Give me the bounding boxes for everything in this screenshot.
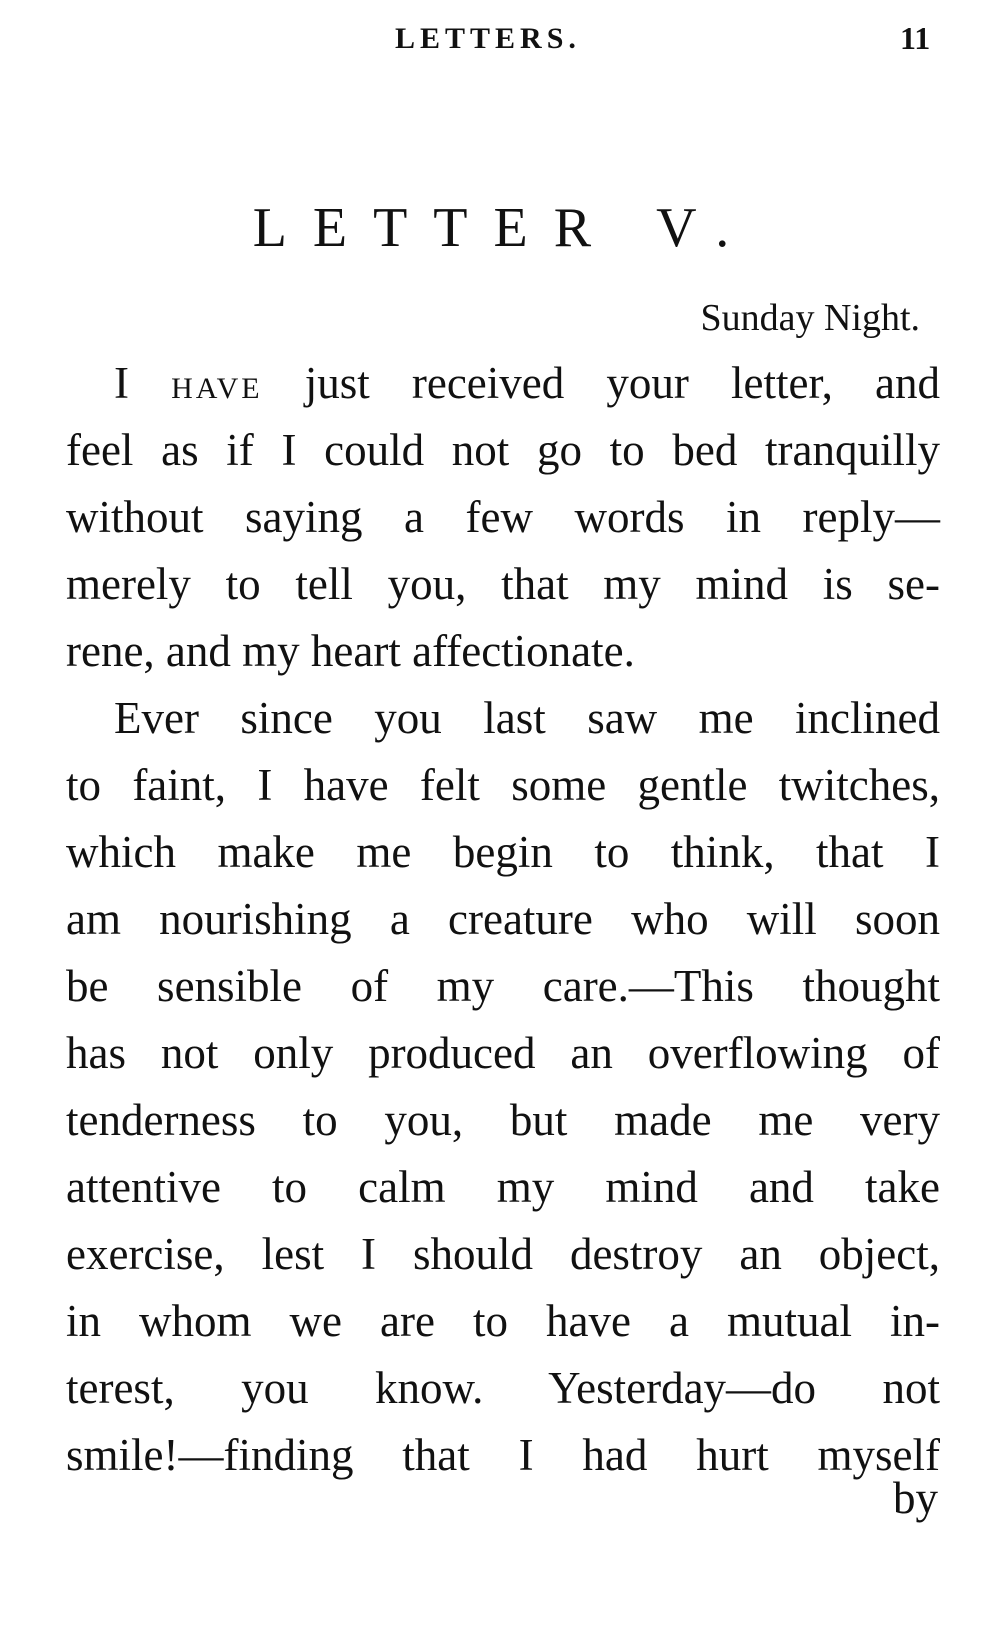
opening-letter: I [114, 358, 172, 408]
text-line: exercise, lest I should destroy an object, [66, 1229, 940, 1279]
letter-heading: LETTER V. [252, 197, 756, 259]
text-line: without saying a few words in reply— [66, 492, 940, 542]
text-line: in whom we are to have a mutual in- [66, 1296, 940, 1346]
text-line: tenderness to you, but made me very [66, 1095, 940, 1145]
running-head [0, 12, 1000, 62]
opening-smallcaps: HAVE [171, 372, 263, 405]
text-line: Ever since you last saw me inclined [114, 693, 940, 743]
opening-line-rest: just received your letter, and [304, 358, 940, 408]
letter-body [66, 350, 940, 1489]
text-line: feel as if I could not go to bed tranquilly [66, 425, 940, 475]
page-number: 11 [900, 20, 931, 56]
text-line: smile!—finding that I had hurt myself [66, 1430, 940, 1480]
text-line: to faint, I have felt some gentle twitches, [66, 760, 940, 810]
text-line: terest, you know. Yesterday—do not [66, 1363, 940, 1413]
text-line: which make me begin to think, that I [66, 827, 940, 877]
text-line [66, 350, 940, 417]
text-line: rene, and my heart affectionate. [66, 626, 635, 676]
running-title: LETTERS. [395, 22, 581, 55]
text-line: attentive to calm my mind and take [66, 1162, 940, 1212]
text-line: be sensible of my care.—This thought [66, 961, 940, 1011]
catchword: by [893, 1473, 938, 1523]
text-line: has not only produced an overflowing of [66, 1028, 940, 1078]
dateline: Sunday Night. [700, 297, 920, 339]
text-line: am nourishing a creature who will soon [66, 894, 940, 944]
text-line: merely to tell you, that my mind is se- [66, 559, 940, 609]
